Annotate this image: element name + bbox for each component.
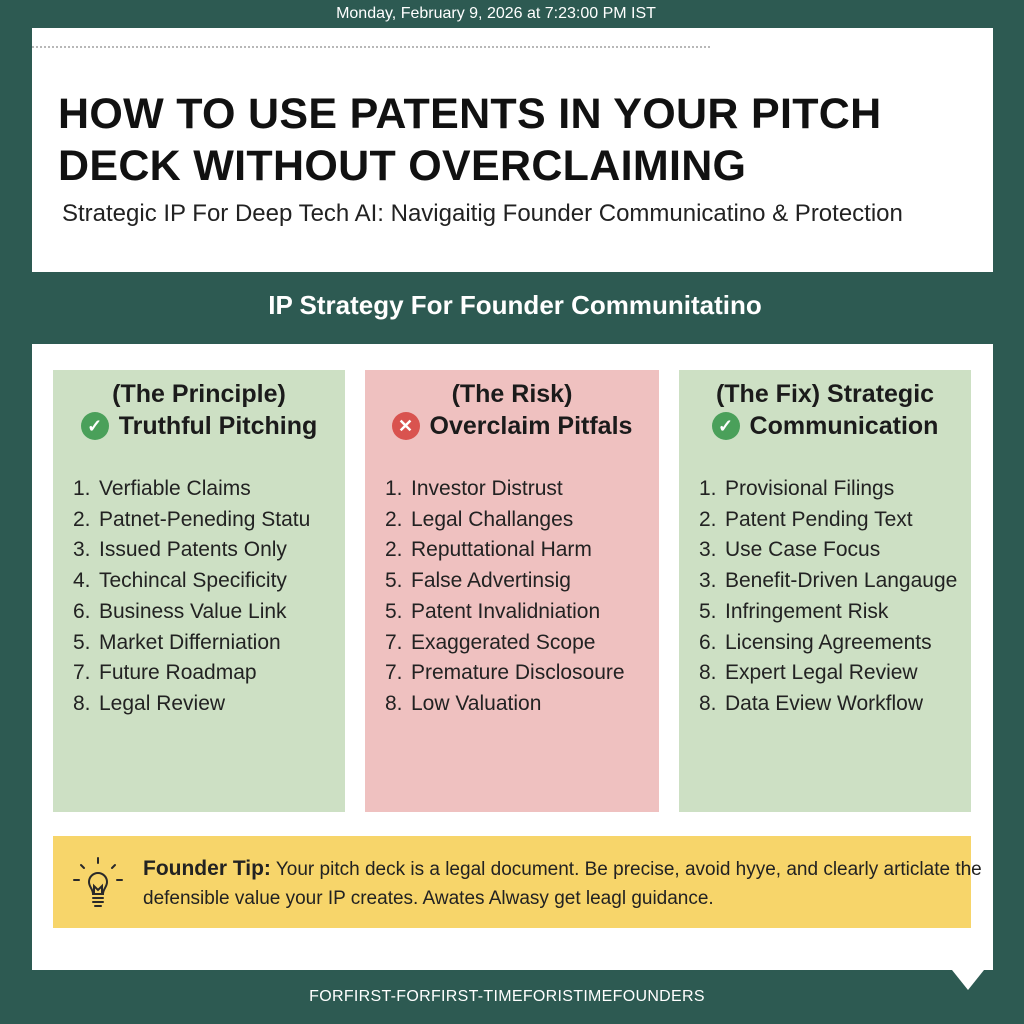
column-heading: [679, 378, 971, 442]
founder-tip-label: Founder Tip:: [143, 857, 271, 880]
column-heading-line2: Truthful Pitching: [118, 412, 318, 440]
lightbulb-icon: [69, 854, 127, 912]
list-item: 7. Premature Disclosoure: [385, 661, 625, 685]
column-heading-line1: (The Principle): [112, 380, 286, 408]
list-item: 2. Patent Pending Text: [699, 507, 913, 531]
fix-list: [679, 474, 971, 720]
risk-list: [365, 474, 659, 720]
section-heading: IP Strategy For Founder Communitatino: [268, 290, 762, 320]
list-item: 3. Issued Patents Only: [73, 538, 287, 562]
column-heading-line1: (The Risk): [451, 380, 573, 408]
list-item: 3. Benefit-Driven Langauge: [699, 569, 958, 593]
list-item: 2. Reputtational Harm: [385, 538, 592, 562]
list-item: 6. Business Value Link: [73, 599, 287, 623]
dotted-divider: [32, 46, 710, 48]
list-item: 1. Verfiable Claims: [73, 477, 251, 500]
list-item: 2. Patnet-Peneding Statu: [73, 507, 311, 531]
footer-text: FORFIRST-FORFIRST-TIMEFORISTIMEFOUNDERS: [309, 988, 705, 1005]
column-heading-line2: Communication: [749, 412, 939, 440]
list-item: 1. Investor Distrust: [385, 477, 563, 500]
list-item: 8. Expert Legal Review: [699, 661, 918, 685]
column-risk: [365, 370, 659, 812]
list-item: 5. Infringement Risk: [699, 599, 889, 623]
check-circle-icon: ✓: [81, 412, 109, 440]
list-item: 8. Legal Review: [73, 691, 226, 715]
column-heading-line1: (The Fix) Strategic: [715, 380, 935, 408]
list-item: 5. Patent Invalidniation: [385, 599, 601, 623]
column-heading: [365, 378, 659, 442]
page-subtitle: Strategic IP For Deep Tech AI: Navigaitig Founder Communicatino & Protection: [62, 200, 903, 227]
founder-tip-text: [143, 854, 983, 913]
corner-pointer: [952, 970, 984, 990]
list-item: 5. False Advertinsig: [385, 569, 571, 593]
column-heading-line2: Overclaim Pitfals: [429, 412, 633, 440]
list-item: 2. Legal Challanges: [385, 507, 574, 531]
list-item: 7. Future Roadmap: [73, 661, 257, 685]
strategy-card: [32, 344, 993, 970]
list-item: 5. Market Differniation: [73, 630, 281, 654]
list-item: 3. Use Case Focus: [699, 538, 881, 562]
list-item: 7. Exaggerated Scope: [385, 630, 596, 654]
list-item: 8. Low Valuation: [385, 691, 542, 715]
list-item: 8. Data Eview Workflow: [699, 691, 924, 715]
check-circle-icon: ✓: [712, 412, 740, 440]
column-heading: [53, 378, 345, 442]
datetime-stamp: Monday, February 9, 2026 at 7:23:00 PM IST: [336, 5, 656, 22]
list-item: 1. Provisional Filings: [699, 477, 895, 500]
title-card: [32, 28, 993, 272]
column-fix: [679, 370, 971, 812]
list-item: 4. Techincal Specificity: [73, 569, 287, 593]
principle-list: [53, 474, 345, 720]
founder-tip-body: Your pitch deck is a legal document. Be precise, avoid hyye, and clearly articlate the defensible value your IP creates. Awates Alwasy get leagl guidance.: [143, 859, 982, 909]
list-item: 6. Licensing Agreements: [699, 630, 932, 654]
column-principle: [53, 370, 345, 812]
x-circle-icon: ✕: [392, 412, 420, 440]
page-title: HOW TO USE PATENTS IN YOUR PITCH DECK WITHOUT OVERCLAIMING: [58, 90, 882, 190]
founder-tip-banner: [53, 836, 982, 928]
